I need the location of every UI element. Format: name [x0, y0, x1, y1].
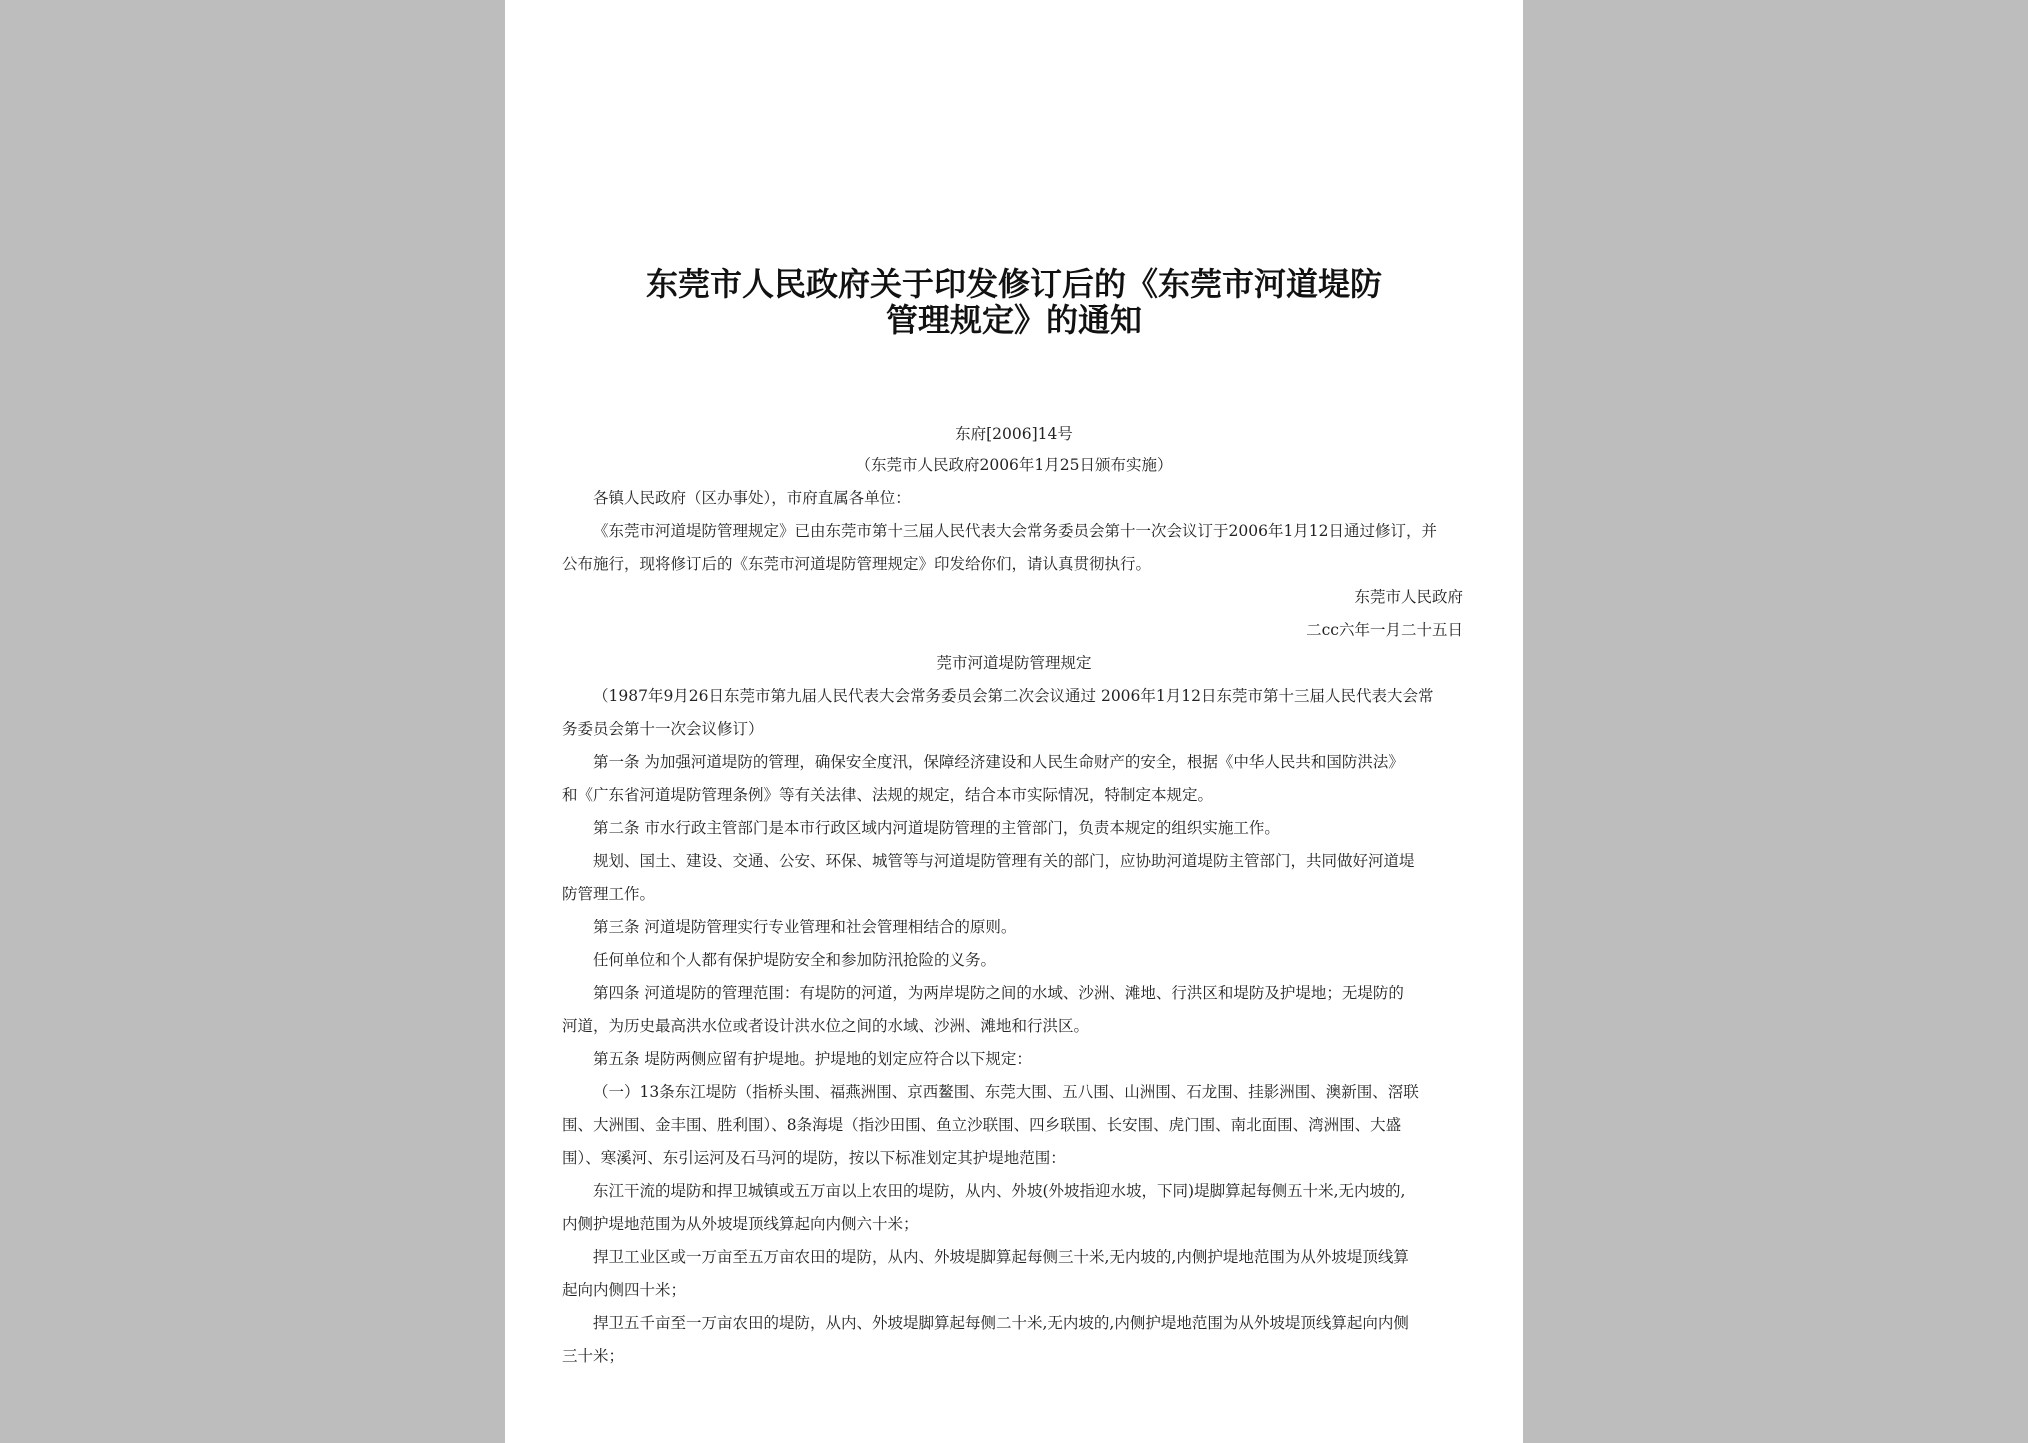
article-line: 围、大洲围、金丰围、胜利围）、8条海堤（指沙田围、鱼立沙联围、四乡联围、长安围、虎门围、南北面围、湾洲围、大盛: [562, 1116, 1402, 1134]
article-line: 河道，为历史最高洪水位或者设计洪水位之间的水域、沙洲、滩地和行洪区。: [562, 1017, 1090, 1035]
document-number: 东府[2006]14号: [955, 425, 1073, 443]
signatory: 东莞市人民政府: [1354, 588, 1463, 606]
article-line: 三十米；: [562, 1347, 625, 1365]
article-line: 内侧护堤地范围为从外坡堤顶线算起向内侧六十米；: [562, 1215, 919, 1233]
article-line: 围）、寒溪河、东引运河及石马河的堤防，按以下标准划定其护堤地范围：: [562, 1149, 1066, 1167]
article-line: （一）13条东江堤防（指桥头围、福燕洲围、京西鳌围、东莞大围、五八围、山洲围、石龙围、挂影洲围、澳新围、滘联: [593, 1083, 1419, 1101]
notice-body-line: 《东莞市河道堤防管理规定》已由东莞市第十三届人民代表大会常务委员会第十一次会议订于2006年1月12日通过修订，并: [593, 522, 1438, 540]
article-line: 第一条 为加强河道堤防的管理，确保安全度汛，保障经济建设和人民生命财产的安全，根据《中华人民共和国防洪法》: [593, 753, 1404, 771]
article-line: 起向内侧四十米；: [562, 1281, 687, 1299]
notice-body-line: 公布施行，现将修订后的《东莞市河道堤防管理规定》印发给你们，请认真贯彻执行。: [562, 555, 1152, 573]
article-line: 任何单位和个人都有保护堤防安全和参加防汛抢险的义务。: [593, 951, 997, 969]
article-line: 和《广东省河道堤防管理条例》等有关法律、法规的规定，结合本市实际情况，特制定本规定。: [562, 786, 1214, 804]
article-line: 东江干流的堤防和捍卫城镇或五万亩以上农田的堤防，从内、外坡(外坡指迎水坡，下同)堤脚算起每侧五十米,无内坡的,: [593, 1182, 1406, 1200]
sign-date: 二cc六年一月二十五日: [1306, 621, 1463, 639]
article-line: 第三条 河道堤防管理实行专业管理和社会管理相结合的原则。: [593, 918, 1017, 936]
document-page: [505, 0, 1523, 1443]
article-line: 第四条 河道堤防的管理范围：有堤防的河道，为两岸堤防之间的水域、沙洲、滩地、行洪区和堤防及护堤地；无堤防的: [593, 984, 1404, 1002]
article-line: 第二条 市水行政主管部门是本市行政区域内河道堤防管理的主管部门，负责本规定的组织实施工作。: [593, 819, 1280, 837]
article-line: 捍卫工业区或一万亩至五万亩农田的堤防，从内、外坡堤脚算起每侧三十米,无内坡的,内侧护堤地范围为从外坡堤顶线算: [593, 1248, 1409, 1266]
article-line: 第五条 堤防两侧应留有护堤地。护堤地的划定应符合以下规定：: [593, 1050, 1032, 1068]
article-line: 防管理工作。: [562, 885, 656, 903]
article-line: 规划、国土、建设、交通、公安、环保、城管等与河道堤防管理有关的部门，应协助河道堤防主管部门，共同做好河道堤: [593, 852, 1415, 870]
issue-note: （东莞市人民政府2006年1月25日颁布实施）: [855, 456, 1173, 474]
document-title-line-1: 东莞市人民政府关于印发修订后的《东莞市河道堤防: [645, 265, 1382, 303]
regulation-note-line: 务委员会第十一次会议修订）: [562, 720, 764, 738]
regulation-title: 莞市河道堤防管理规定: [936, 654, 1092, 672]
addressee: 各镇人民政府（区办事处），市府直属各单位：: [593, 489, 911, 507]
article-line: 捍卫五千亩至一万亩农田的堤防，从内、外坡堤脚算起每侧二十米,无内坡的,内侧护堤地范围为从外坡堤顶线算起向内侧: [593, 1314, 1409, 1332]
document-title-line-2: 管理规定》的通知: [885, 301, 1142, 339]
regulation-note-line: （1987年9月26日东莞市第九届人民代表大会常务委员会第二次会议通过 2006年1月12日东莞市第十三届人民代表大会常: [593, 687, 1434, 705]
